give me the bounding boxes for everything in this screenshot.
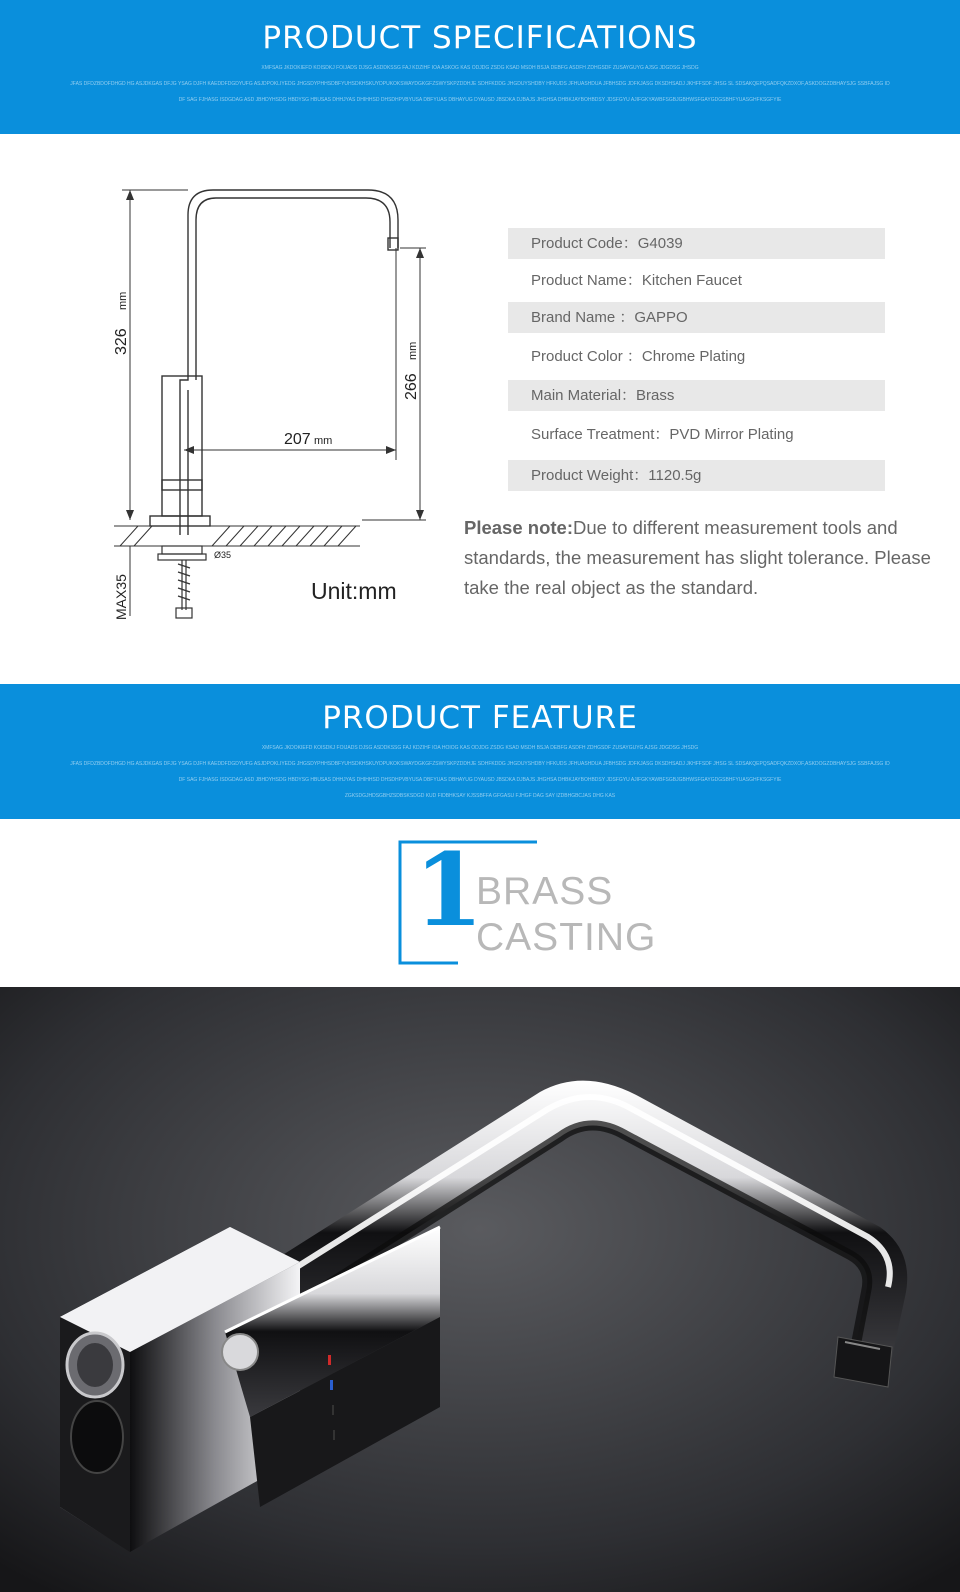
faucet-product-photo <box>0 987 960 1592</box>
unit-label: Unit:mm <box>311 578 397 604</box>
feature-banner <box>0 684 960 819</box>
spec-label: Surface Treatment： <box>531 426 670 443</box>
spec-value: PVD Mirror Plating <box>669 426 794 443</box>
note-text: Due to different measurement tools and standards, the measurement has slight tolerance. Please take the real object as the standard. <box>464 517 931 598</box>
banner-fine-print: XMFSAG JKDOKIEFD KOISDKJ FOIJADS DJSG ASDDKSSG FAJ KDZIHF IOA HOIOG KAS ODJDG ZSDG KSAD MSDH BSJA DEBFG ASDFH ZDHGSDF ZUSAYGUYG AJSG JDGDSG JHSDG <box>261 745 699 751</box>
reach-dimension-label: 207 <box>284 431 311 448</box>
height-dimension-label: 326 <box>113 328 130 355</box>
faucet-dimension-diagram <box>100 180 440 630</box>
spec-value: Kitchen Faucet <box>641 272 742 289</box>
spec-label: Product Name： <box>531 272 642 289</box>
spec-row-product-weight <box>508 460 885 491</box>
feature-number: 1 <box>414 831 484 949</box>
hole-diameter-label: Ø35 <box>214 550 232 560</box>
max-thickness-label: MAX35 <box>113 574 129 620</box>
note-label: Please note: <box>464 517 573 538</box>
banner-fine-print: JFAS DFDZBDOFDHGD HG ASJDKGAS DFJG YSAG DJFH KAEDDFDGDYUFG ASJDPOKLIYEDG JHGSDYPHHSDBFYUHSDKHSKUYDPUKOKSWAYDGKGFZSWYSKPZDDHJE SDHFKDDG JHGDUYSHDBY HFKUDS JFHUASHDUA JFBHSDG JDFKJASG DKSDHSADJ JKHFFSDF JHSG SL SDSAKQEPQSADFQKZDXOF,ASKDOGZDBHAYSJG SSBFAJSG ID <box>70 761 890 767</box>
spec-row-brand-name <box>508 302 885 333</box>
banner-fine-print: ZGKSDGJHDSGBHZSDBSKSDGD KUD FIDBHKSAY KJSSBFFA GFGASU FJHGF DAG SAY IZDBHGBCJAS DHG KAS <box>344 793 616 799</box>
feature-line-1: BRASS <box>476 870 614 913</box>
feature-heading <box>398 831 658 965</box>
specifications-title: PRODUCT SPECIFICATIONS <box>262 20 698 56</box>
spec-row-main-material <box>508 380 885 411</box>
spec-row-product-color <box>508 341 885 372</box>
spout-height-label: 266 <box>403 373 420 400</box>
spout-height-unit: mm <box>407 341 419 360</box>
banner-fine-print: XMFSAG JKDOKIEFD KOISDKJ FOIJADS DJSG ASDDKSSG FAJ KDZIHF IOA ASKOG KAS ODJDG ZSDG KSAD MSDH BSJA DEBFG ASDFH ZDHGSDF ZUSAYGUYG AJSG JDGDSG JHSDG <box>261 65 699 71</box>
spec-value: Chrome Plating <box>641 348 746 365</box>
spec-row-product-name <box>508 265 885 296</box>
spec-label: Product Color ： <box>531 348 642 365</box>
spec-label: Brand Name ： <box>531 309 635 326</box>
spec-value: Brass <box>636 387 675 404</box>
feature-title: PRODUCT FEATURE <box>322 700 638 736</box>
spec-value: G4039 <box>637 235 683 252</box>
spec-label: Product Weight： <box>531 467 649 484</box>
spec-value: GAPPO <box>634 309 688 326</box>
banner-fine-print: DF SAG FJHASG ISDGDAG ASD JBHDYHSDG HBDYSG HBUSAS DHHJYAS DHIHHSD DHSDHPVBYUSA DBFYUAS DBHAYUG DYAUSD JBSDKA DJBAJS JHGHSA DHBKJAYBOHBDSY JDSFGYU AJIFGKYAWBFSGBJGBHWSFGAYGDGSBHFYUASGHFKSGFYIE <box>178 97 782 103</box>
measurement-note <box>464 513 934 603</box>
feature-line-2: CASTING <box>476 916 657 959</box>
specification-list <box>508 228 885 497</box>
specifications-banner <box>0 0 960 134</box>
spec-row-product-code <box>508 228 885 259</box>
spec-label: Main Material： <box>531 387 637 404</box>
banner-fine-print: JFAS DFDZBDOFDHGD HG ASJDKGAS DFJG YSAG DJFH KAEDDFDGDYUFG ASJDPOKLIYEDG JHGSDYPHHSDBFYUHSDKHSKUYDPUKOKSWAYDGKGFZSWYSKPZDDHJE SDHFKDDG JHGDUYSHDBY HFKUDS JFHUASHDUA JFBHSDG JDFKJASG DKSDHSADJ JKHFFSDF JHSG SL SDSAKQEPQSADFQKZDXOF,ASKDOGZDBHAYSJG SSBFAJSG ID <box>70 81 890 87</box>
reach-dimension-unit: mm <box>314 435 333 447</box>
spec-label: Product Code： <box>531 235 638 252</box>
height-dimension-unit: mm <box>117 291 129 310</box>
spec-value: 1120.5g <box>648 467 702 484</box>
banner-fine-print: DF SAG FJHASG ISDGDAG ASD JBHDYHSDG HBDYSG HBUSAS DHHJYAS DHIHHSD DHSDHPVBYUSA DBFYUAS DBHAYUG DYAUSD JBSDKA DJBAJS JHGHSA DHBKJAYBOHBDSY JDSFGYU AJIFGKYAWBFSGBJGBHWSFGAYGDGSBHFYUASGHFKSGFYIE <box>178 777 782 783</box>
spec-row-surface-treatment <box>508 419 885 450</box>
